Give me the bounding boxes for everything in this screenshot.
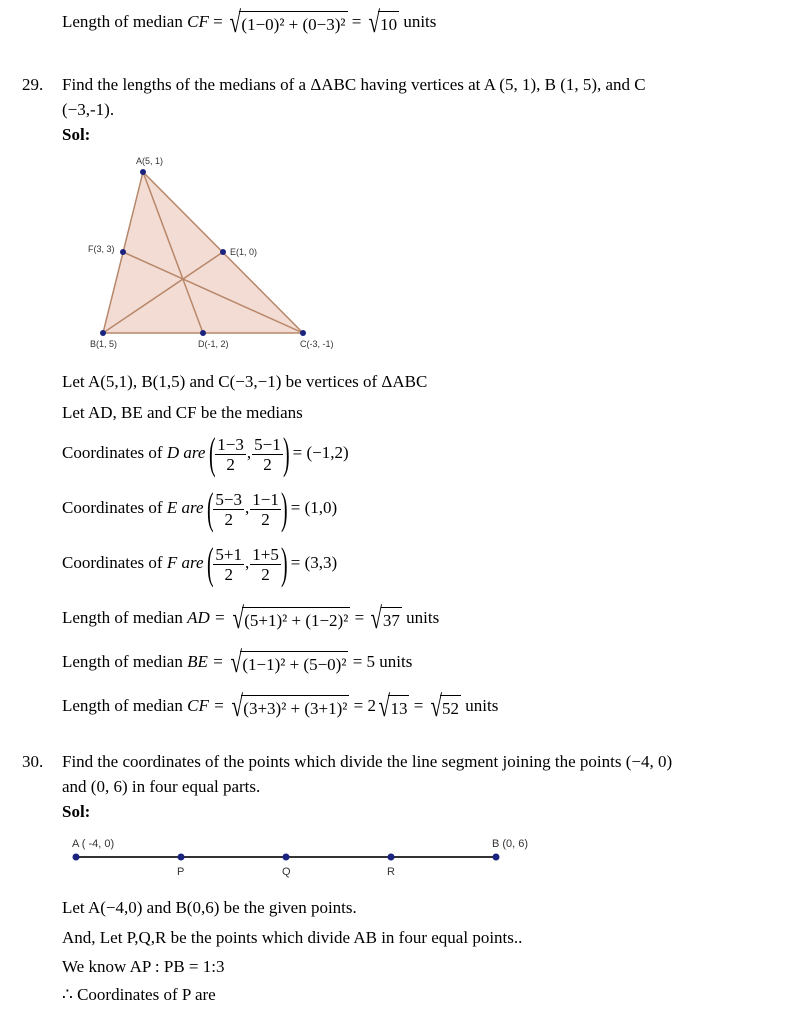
- text: Length of median: [62, 607, 183, 627]
- point-c: [300, 330, 306, 336]
- point-a: [140, 169, 146, 175]
- sqrt-expression: √ (5+1)² + (1−2)²: [232, 602, 349, 635]
- sqrt-result: √ 13: [378, 690, 408, 723]
- fraction: $\frac{1-1}{2}$: [252, 489, 279, 529]
- text: are: [183, 442, 206, 462]
- coordinates-d: Coordinates of D are ( $\frac{1-3}{2}$ , $\frac{5-1}{2}$ ) = (−1,2): [62, 429, 349, 478]
- median-ad-line: [62, 604, 439, 634]
- text: Length of median: [62, 11, 183, 31]
- equals: =: [351, 11, 362, 31]
- text: are: [181, 497, 204, 517]
- unit: units: [465, 695, 499, 715]
- label-b: B(1, 5): [90, 339, 118, 349]
- unit: units: [406, 607, 440, 627]
- solution-label: Sol:: [62, 125, 91, 144]
- triangle-figure: [80, 150, 380, 360]
- question-text: (−3,-1).: [62, 100, 115, 119]
- text: Coordinates of: [62, 442, 163, 462]
- equals: =: [213, 11, 223, 31]
- label-q: Q: [282, 866, 291, 878]
- solution-line: ∴ Coordinates of P are: [62, 985, 216, 1004]
- triangle-abc: [103, 172, 303, 333]
- median-cf-line: [62, 692, 498, 722]
- top-median-line: [62, 8, 436, 38]
- coordinates-e: Coordinates of E are ( $\frac{5-3}{2}$ , $\frac{1-1}{2}$ ) = (1,0): [62, 484, 338, 533]
- sqrt-expression: √ (1−0)² + (0−3)²: [229, 6, 346, 39]
- text: Length of median: [62, 695, 183, 715]
- result: = (−1,2): [292, 442, 349, 462]
- equals: = 2: [353, 695, 376, 715]
- point-f: [120, 249, 126, 255]
- question-number: 29.: [22, 75, 44, 94]
- label-p: P: [177, 866, 185, 878]
- sqrt-body: (1−0)² + (0−3)²: [239, 11, 347, 38]
- median-be-line: [62, 648, 412, 678]
- sqrt-result: √ 37: [370, 602, 400, 635]
- sqrt-body: 10: [378, 11, 399, 38]
- solution-label: Sol:: [62, 802, 91, 821]
- segment-figure: [62, 830, 562, 890]
- label-r: R: [387, 866, 395, 878]
- solution-line: Let A(−4,0) and B(0,6) be the given points.: [62, 898, 357, 917]
- let-line: Let A(5,1), B(1,5) and C(−3,−1) be vertices of ΔABC: [62, 372, 428, 391]
- math-lhs: CF: [187, 11, 209, 31]
- text: Length of median: [62, 651, 183, 671]
- point-r: [388, 854, 395, 861]
- sqrt-result: √ 10: [368, 6, 398, 39]
- let-line: Let AD, BE and CF be the medians: [62, 403, 303, 422]
- point-q: [283, 854, 290, 861]
- point-b: [493, 854, 500, 861]
- fraction: $\frac{1-3}{2}$: [217, 434, 244, 474]
- point-name: E: [166, 497, 178, 517]
- text: are: [181, 552, 204, 572]
- question-number: 30.: [22, 752, 44, 771]
- label-f: F(3, 3): [88, 244, 115, 254]
- fraction: $\frac{5+1}{2}$: [215, 544, 242, 584]
- label-a: A(5, 1): [136, 156, 164, 166]
- point-p: [178, 854, 185, 861]
- math-lhs: CF =: [187, 695, 225, 715]
- label-d: D(-1, 2): [198, 339, 229, 349]
- point-a: [73, 854, 80, 861]
- fraction: $\frac{5-3}{2}$: [215, 489, 242, 529]
- equals: =: [354, 607, 365, 627]
- sqrt-result: √ 52: [430, 690, 460, 723]
- math-lhs: AD =: [187, 607, 226, 627]
- math-lhs: BE =: [187, 651, 224, 671]
- label-e: E(1, 0): [230, 247, 258, 257]
- result: = (3,3): [290, 552, 338, 572]
- solution-line: And, Let P,Q,R be the points which divide AB in four equal points..: [62, 928, 523, 947]
- text: Coordinates of: [62, 497, 163, 517]
- point-d: [200, 330, 206, 336]
- point-b: [100, 330, 106, 336]
- result: = 5 units: [352, 651, 413, 671]
- label-b: B (0, 6): [492, 838, 529, 850]
- equals: =: [413, 695, 424, 715]
- label-a: A ( -4, 0): [72, 838, 115, 850]
- sqrt-expression: √ (1−1)² + (5−0)²: [230, 646, 347, 679]
- unit: units: [403, 11, 437, 31]
- question-text: and (0, 6) in four equal parts.: [62, 777, 261, 796]
- question-text: Find the coordinates of the points which divide the line segment joining the points (−4, 0): [62, 752, 673, 771]
- coordinates-f: Coordinates of F are ( $\frac{5+1}{2}$ , $\frac{1+5}{2}$ ) = (3,3): [62, 539, 338, 588]
- label-c: C(-3, -1): [300, 339, 334, 349]
- point-name: D: [166, 442, 180, 462]
- fraction: $\frac{1+5}{2}$: [252, 544, 279, 584]
- solution-line: We know AP : PB = 1:3: [62, 957, 225, 976]
- question-text: Find the lengths of the medians of a ΔABC having vertices at A (5, 1), B (1, 5), and C: [62, 75, 646, 94]
- text: Coordinates of: [62, 552, 163, 572]
- sqrt-expression: √ (3+3)² + (3+1)²: [231, 690, 348, 723]
- fraction: $\frac{5-1}{2}$: [254, 434, 281, 474]
- point-e: [220, 249, 226, 255]
- point-name: F: [166, 552, 178, 572]
- result: = (1,0): [290, 497, 338, 517]
